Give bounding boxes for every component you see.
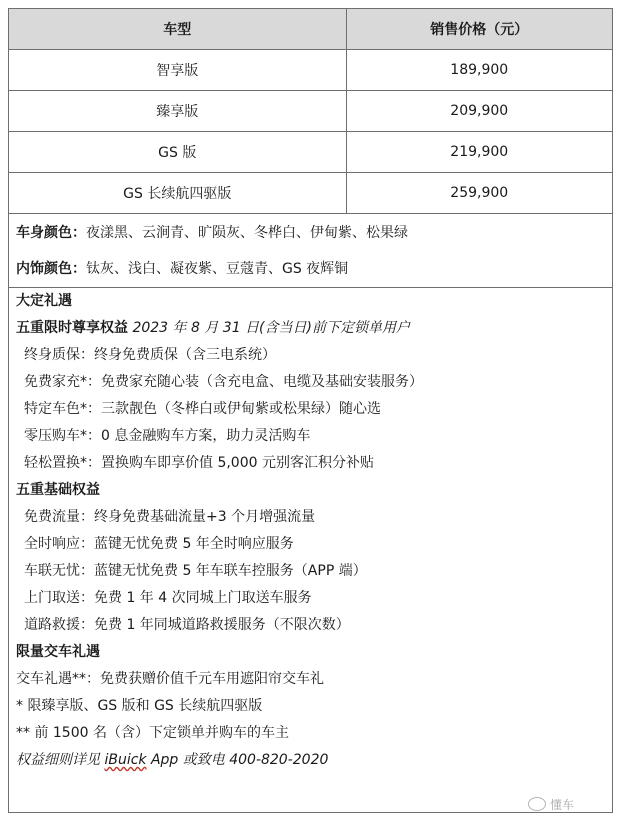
benefit-item: 终身质保：终身免费质保（含三电系统） <box>24 347 276 363</box>
group2-title: 五重基础权益 <box>16 482 100 498</box>
body-color-line <box>16 215 612 251</box>
model-cell: GS 长续航四驱版 <box>9 173 346 214</box>
body-color-label: 车身颜色： <box>16 225 86 241</box>
price-cell: 209,900 <box>346 91 612 132</box>
benefit-item: 轻松置换*：置换购车即享价值 5,000 元别客汇积分补贴 <box>24 455 374 471</box>
model-cell: 臻享版 <box>9 91 346 132</box>
footer-app-name: iBuick <box>104 752 147 768</box>
benefit-item: 特定车色*：三款靓色（冬桦白或伊甸紫或松果绿）随心选 <box>24 401 381 417</box>
benefit-item: 交车礼遇**：免费获赠价值千元车用遮阳帘交车礼 <box>16 671 324 687</box>
price-cell: 219,900 <box>346 132 612 173</box>
price-cell: 189,900 <box>346 50 612 91</box>
watermark <box>528 796 574 813</box>
benefits-section <box>9 288 612 774</box>
footnote: * 限臻享版、GS 版和 GS 长续航四驱版 <box>16 698 263 714</box>
model-cell: GS 版 <box>9 132 346 173</box>
group1-note: 2023 年 8 月 31 日(含当日)前下定锁单用户 <box>132 320 410 336</box>
group1-title: 五重限时尊享权益 <box>16 320 128 336</box>
spec-sheet <box>8 8 613 813</box>
interior-color-label: 内饰颜色： <box>16 261 86 277</box>
table-row <box>9 91 612 132</box>
weibo-logo-icon <box>528 797 546 811</box>
benefit-item: 零压购车*：0 息金融购车方案，助力灵活购车 <box>24 428 311 444</box>
interior-color-line <box>16 251 612 287</box>
benefit-item: 上门取送：免费 1 年 4 次同城上门取送车服务 <box>24 590 312 606</box>
benefit-item: 免费流量：终身免费基础流量+3 个月增强流量 <box>24 509 316 525</box>
header-model: 车型 <box>9 9 346 50</box>
model-cell: 智享版 <box>9 50 346 91</box>
table-row <box>9 132 612 173</box>
price-table <box>9 9 612 214</box>
benefit-item: 全时响应：蓝键无忧免费 5 年全时响应服务 <box>24 536 294 552</box>
interior-color-value: 钛灰、浅白、凝夜紫、豆蔻青、GS 夜辉铜 <box>86 261 349 277</box>
footer-prefix: 权益细则详见 <box>16 752 105 768</box>
watermark-text: 懂车 <box>550 798 575 812</box>
footnote: ** 前 1500 名（含）下定锁单并购车的车主 <box>16 725 289 741</box>
footer-suffix: App 或致电 400-820-2020 <box>146 752 329 768</box>
section-title: 大定礼遇 <box>16 293 72 309</box>
benefit-item: 车联无忧：蓝键无忧免费 5 年车联车控服务（APP 端） <box>24 563 367 579</box>
table-header-row <box>9 9 612 50</box>
header-price: 销售价格（元） <box>346 9 612 50</box>
table-row <box>9 173 612 214</box>
color-section <box>9 214 612 288</box>
footer-contact <box>16 747 612 774</box>
group1-heading <box>16 315 612 342</box>
body-color-value: 夜漾黑、云涧青、旷陨灰、冬桦白、伊甸紫、松果绿 <box>86 225 408 241</box>
table-row <box>9 50 612 91</box>
group3-title: 限量交车礼遇 <box>16 644 100 660</box>
price-cell: 259,900 <box>346 173 612 214</box>
benefit-item: 道路救援：免费 1 年同城道路救援服务（不限次数） <box>24 617 350 633</box>
benefit-item: 免费家充*：免费家充随心装（含充电盒、电缆及基础安装服务） <box>24 374 423 390</box>
